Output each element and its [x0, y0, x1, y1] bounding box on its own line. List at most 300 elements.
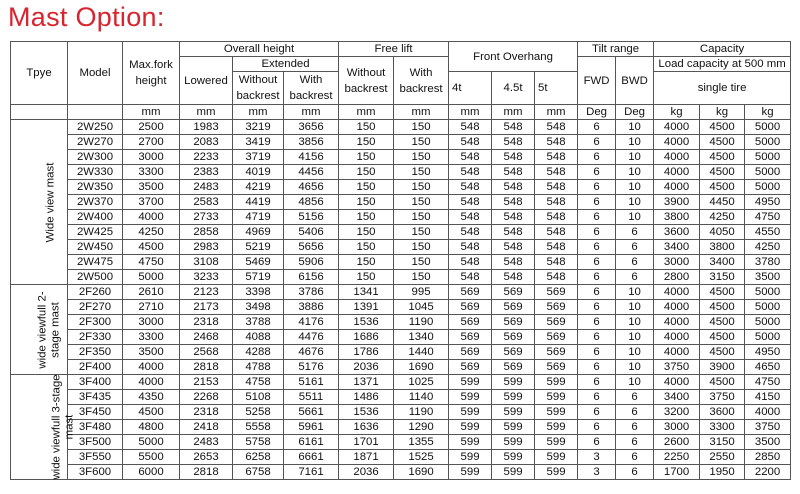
- units-row: [11, 105, 791, 120]
- value-cell: 1025: [394, 375, 449, 390]
- value-cell: 3400: [654, 240, 700, 255]
- value-cell: 2700: [123, 135, 180, 150]
- value-cell: 599: [535, 435, 578, 450]
- value-cell: 4950: [745, 195, 791, 210]
- value-cell: 599: [492, 405, 535, 420]
- value-cell: 548: [492, 135, 535, 150]
- value-cell: 2036: [339, 360, 394, 375]
- value-cell: 569: [449, 360, 492, 375]
- value-cell: 548: [492, 120, 535, 135]
- model-cell: 2F330: [68, 330, 123, 345]
- value-cell: 599: [535, 375, 578, 390]
- value-cell: 599: [492, 390, 535, 405]
- unit-cell: mm: [535, 105, 578, 120]
- value-cell: 6: [578, 210, 616, 225]
- value-cell: 569: [449, 345, 492, 360]
- header-extended: Extended: [233, 57, 339, 72]
- header-capacity: Capacity: [654, 42, 791, 57]
- value-cell: 1440: [394, 345, 449, 360]
- group-type-label: [11, 374, 76, 480]
- value-cell: 3000: [123, 315, 180, 330]
- value-cell: 3398: [233, 285, 284, 300]
- value-cell: 4969: [233, 225, 284, 240]
- value-cell: 2268: [180, 390, 233, 405]
- value-cell: 2250: [654, 450, 700, 465]
- header-load-capacity: Load capacity at 500 mm: [654, 57, 791, 72]
- value-cell: 1701: [339, 435, 394, 450]
- value-cell: 5000: [745, 165, 791, 180]
- value-cell: 1525: [394, 450, 449, 465]
- value-cell: 4000: [123, 210, 180, 225]
- header-without-backrest: Without backrest: [233, 72, 284, 105]
- model-cell: 2W300: [68, 150, 123, 165]
- value-cell: 10: [616, 195, 654, 210]
- value-cell: 4500: [700, 165, 745, 180]
- table-row: [11, 435, 791, 450]
- value-cell: 2983: [180, 240, 233, 255]
- value-cell: 4676: [284, 345, 339, 360]
- table-row: [11, 270, 791, 285]
- value-cell: 1536: [339, 315, 394, 330]
- value-cell: 6: [578, 135, 616, 150]
- value-cell: 2123: [180, 285, 233, 300]
- value-cell: 6: [616, 465, 654, 480]
- value-cell: 4500: [700, 330, 745, 345]
- value-cell: 4656: [284, 180, 339, 195]
- value-cell: 548: [535, 165, 578, 180]
- value-cell: 1700: [654, 465, 700, 480]
- value-cell: 599: [492, 375, 535, 390]
- header-tilt-range: Tilt range: [578, 42, 654, 57]
- value-cell: 6: [578, 330, 616, 345]
- table-row: [11, 210, 791, 225]
- value-cell: 5219: [233, 240, 284, 255]
- value-cell: 3900: [654, 195, 700, 210]
- model-cell: 2W400: [68, 210, 123, 225]
- value-cell: 6: [578, 360, 616, 375]
- value-cell: 5000: [745, 300, 791, 315]
- value-cell: 3200: [654, 405, 700, 420]
- table-row: [11, 390, 791, 405]
- value-cell: 599: [535, 465, 578, 480]
- value-cell: 6: [578, 255, 616, 270]
- model-cell: 2W250: [68, 120, 123, 135]
- value-cell: 2850: [745, 450, 791, 465]
- value-cell: 150: [339, 135, 394, 150]
- value-cell: 6: [616, 225, 654, 240]
- value-cell: 6: [578, 180, 616, 195]
- value-cell: 6: [616, 450, 654, 465]
- value-cell: 4750: [745, 210, 791, 225]
- group-type-line: stage mast: [49, 301, 62, 358]
- value-cell: 3300: [123, 165, 180, 180]
- value-cell: 569: [449, 330, 492, 345]
- header-model: Model: [68, 42, 123, 105]
- value-cell: 4950: [745, 345, 791, 360]
- unit-cell: mm: [284, 105, 339, 120]
- value-cell: 10: [616, 360, 654, 375]
- value-cell: 4788: [233, 360, 284, 375]
- unit-cell: kg: [745, 105, 791, 120]
- value-cell: 6: [578, 150, 616, 165]
- table-row: [11, 120, 791, 135]
- unit-cell: mm: [123, 105, 180, 120]
- value-cell: 3: [578, 465, 616, 480]
- table-body: [11, 120, 791, 480]
- value-cell: 5758: [233, 435, 284, 450]
- value-cell: 4500: [123, 240, 180, 255]
- table-row: [11, 465, 791, 480]
- value-cell: 4750: [123, 255, 180, 270]
- value-cell: 599: [492, 450, 535, 465]
- value-cell: 1690: [394, 465, 449, 480]
- value-cell: 548: [535, 195, 578, 210]
- value-cell: 6: [616, 390, 654, 405]
- value-cell: 599: [492, 420, 535, 435]
- value-cell: 4456: [284, 165, 339, 180]
- header-single-tire: single tire: [654, 72, 791, 105]
- value-cell: 4000: [123, 360, 180, 375]
- value-cell: 3000: [654, 255, 700, 270]
- value-cell: 2733: [180, 210, 233, 225]
- value-cell: 2483: [180, 180, 233, 195]
- value-cell: 10: [616, 285, 654, 300]
- value-cell: 4088: [233, 330, 284, 345]
- value-cell: 1950: [700, 465, 745, 480]
- value-cell: 150: [394, 135, 449, 150]
- value-cell: 599: [449, 465, 492, 480]
- value-cell: 2583: [180, 195, 233, 210]
- model-cell: 2W370: [68, 195, 123, 210]
- value-cell: 2653: [180, 450, 233, 465]
- value-cell: 4250: [700, 210, 745, 225]
- value-cell: 7161: [284, 465, 339, 480]
- value-cell: 150: [339, 150, 394, 165]
- model-cell: 2W425: [68, 225, 123, 240]
- value-cell: 548: [492, 225, 535, 240]
- value-cell: 6: [578, 315, 616, 330]
- table-row: [11, 375, 791, 390]
- value-cell: 1690: [394, 360, 449, 375]
- value-cell: 569: [492, 285, 535, 300]
- value-cell: 599: [535, 450, 578, 465]
- value-cell: 548: [492, 210, 535, 225]
- unit-cell: Deg: [616, 105, 654, 120]
- value-cell: 4219: [233, 180, 284, 195]
- table-row: [11, 405, 791, 420]
- value-cell: 3750: [745, 420, 791, 435]
- value-cell: 1340: [394, 330, 449, 345]
- value-cell: 3600: [654, 225, 700, 240]
- value-cell: 5961: [284, 420, 339, 435]
- value-cell: 6758: [233, 465, 284, 480]
- value-cell: 4500: [700, 135, 745, 150]
- model-cell: 2W330: [68, 165, 123, 180]
- value-cell: 3800: [654, 210, 700, 225]
- value-cell: 4000: [654, 345, 700, 360]
- value-cell: 1871: [339, 450, 394, 465]
- value-cell: 5500: [123, 450, 180, 465]
- value-cell: 569: [492, 360, 535, 375]
- value-cell: 5406: [284, 225, 339, 240]
- value-cell: 4000: [654, 315, 700, 330]
- value-cell: 2036: [339, 465, 394, 480]
- value-cell: 2200: [745, 465, 791, 480]
- value-cell: 10: [616, 330, 654, 345]
- value-cell: 3719: [233, 150, 284, 165]
- value-cell: 4000: [745, 405, 791, 420]
- value-cell: 548: [449, 120, 492, 135]
- unit-blank: [68, 105, 123, 120]
- model-cell: 3F600: [68, 465, 123, 480]
- value-cell: 3500: [123, 180, 180, 195]
- value-cell: 150: [339, 210, 394, 225]
- value-cell: 2083: [180, 135, 233, 150]
- header-with-backrest: With backrest: [284, 72, 339, 105]
- value-cell: 548: [535, 255, 578, 270]
- value-cell: 548: [492, 150, 535, 165]
- value-cell: 4000: [654, 150, 700, 165]
- value-cell: 548: [492, 270, 535, 285]
- value-cell: 3786: [284, 285, 339, 300]
- value-cell: 2318: [180, 405, 233, 420]
- value-cell: 4350: [123, 390, 180, 405]
- value-cell: 548: [449, 195, 492, 210]
- model-cell: 3F480: [68, 420, 123, 435]
- value-cell: 2318: [180, 315, 233, 330]
- header-bwd: BWD: [616, 57, 654, 105]
- value-cell: 4288: [233, 345, 284, 360]
- value-cell: 599: [449, 420, 492, 435]
- value-cell: 3498: [233, 300, 284, 315]
- value-cell: 2173: [180, 300, 233, 315]
- value-cell: 548: [492, 180, 535, 195]
- value-cell: 3: [578, 450, 616, 465]
- value-cell: 5176: [284, 360, 339, 375]
- model-cell: 2F350: [68, 345, 123, 360]
- value-cell: 150: [339, 270, 394, 285]
- model-cell: 3F435: [68, 390, 123, 405]
- value-cell: 150: [394, 225, 449, 240]
- value-cell: 150: [394, 165, 449, 180]
- value-cell: 4250: [123, 225, 180, 240]
- value-cell: 548: [449, 165, 492, 180]
- value-cell: 6: [616, 405, 654, 420]
- group-type-line: mast: [63, 414, 76, 440]
- header-overhang-4t: 4t: [449, 72, 492, 105]
- value-cell: 10: [616, 135, 654, 150]
- value-cell: 1140: [394, 390, 449, 405]
- value-cell: 4000: [654, 330, 700, 345]
- value-cell: 5161: [284, 375, 339, 390]
- value-cell: 3656: [284, 120, 339, 135]
- value-cell: 569: [449, 300, 492, 315]
- value-cell: 569: [492, 300, 535, 315]
- value-cell: 548: [535, 180, 578, 195]
- table-row: [11, 180, 791, 195]
- value-cell: 10: [616, 165, 654, 180]
- value-cell: 2153: [180, 375, 233, 390]
- value-cell: 1786: [339, 345, 394, 360]
- value-cell: 548: [449, 225, 492, 240]
- table-row: [11, 345, 791, 360]
- value-cell: 4500: [700, 150, 745, 165]
- mast-option-table: [10, 41, 791, 480]
- value-cell: 569: [535, 360, 578, 375]
- value-cell: 5906: [284, 255, 339, 270]
- table-row: [11, 285, 791, 300]
- value-cell: 995: [394, 285, 449, 300]
- value-cell: 4000: [654, 165, 700, 180]
- value-cell: 150: [339, 180, 394, 195]
- value-cell: 548: [492, 255, 535, 270]
- value-cell: 150: [339, 225, 394, 240]
- value-cell: 3000: [123, 150, 180, 165]
- value-cell: 3886: [284, 300, 339, 315]
- group-type-text: [51, 374, 77, 479]
- model-cell: 2W450: [68, 240, 123, 255]
- value-cell: 10: [616, 120, 654, 135]
- value-cell: 599: [492, 465, 535, 480]
- table-row: [11, 135, 791, 150]
- value-cell: 4719: [233, 210, 284, 225]
- value-cell: 569: [492, 345, 535, 360]
- value-cell: 6: [578, 375, 616, 390]
- value-cell: 4750: [745, 375, 791, 390]
- value-cell: 548: [449, 210, 492, 225]
- value-cell: 10: [616, 345, 654, 360]
- value-cell: 1290: [394, 420, 449, 435]
- value-cell: 3800: [700, 240, 745, 255]
- value-cell: 6: [578, 165, 616, 180]
- value-cell: 599: [449, 390, 492, 405]
- header-free-lift: Free lift: [339, 42, 449, 57]
- value-cell: 2858: [180, 225, 233, 240]
- value-cell: 10: [616, 300, 654, 315]
- unit-cell: mm: [339, 105, 394, 120]
- value-cell: 6156: [284, 270, 339, 285]
- value-cell: 4176: [284, 315, 339, 330]
- value-cell: 548: [449, 135, 492, 150]
- group-type-text: [37, 291, 63, 368]
- value-cell: 3750: [654, 360, 700, 375]
- value-cell: 6: [578, 300, 616, 315]
- value-cell: 599: [535, 390, 578, 405]
- value-cell: 1190: [394, 405, 449, 420]
- value-cell: 2568: [180, 345, 233, 360]
- value-cell: 5108: [233, 390, 284, 405]
- value-cell: 5000: [745, 285, 791, 300]
- unit-cell: mm: [492, 105, 535, 120]
- unit-cell: kg: [654, 105, 700, 120]
- value-cell: 4450: [700, 195, 745, 210]
- value-cell: 3219: [233, 120, 284, 135]
- model-cell: 3F550: [68, 450, 123, 465]
- model-cell: 2F270: [68, 300, 123, 315]
- model-cell: 3F450: [68, 405, 123, 420]
- value-cell: 150: [394, 150, 449, 165]
- value-cell: 2383: [180, 165, 233, 180]
- group-type-label: [11, 285, 68, 375]
- value-cell: 3400: [700, 255, 745, 270]
- value-cell: 2800: [654, 270, 700, 285]
- value-cell: 2818: [180, 360, 233, 375]
- value-cell: 6: [578, 195, 616, 210]
- value-cell: 3108: [180, 255, 233, 270]
- value-cell: 3500: [745, 270, 791, 285]
- value-cell: 599: [449, 450, 492, 465]
- value-cell: 4500: [700, 315, 745, 330]
- table-row: [11, 255, 791, 270]
- value-cell: 548: [535, 150, 578, 165]
- value-cell: 150: [394, 195, 449, 210]
- value-cell: 4250: [745, 240, 791, 255]
- value-cell: 6: [578, 120, 616, 135]
- unit-cell: mm: [180, 105, 233, 120]
- value-cell: 10: [616, 210, 654, 225]
- value-cell: 1341: [339, 285, 394, 300]
- unit-cell: Deg: [578, 105, 616, 120]
- value-cell: 3233: [180, 270, 233, 285]
- value-cell: 548: [535, 120, 578, 135]
- value-cell: 569: [535, 345, 578, 360]
- value-cell: 4156: [284, 150, 339, 165]
- value-cell: 4500: [700, 375, 745, 390]
- value-cell: 3900: [700, 360, 745, 375]
- value-cell: 569: [449, 315, 492, 330]
- value-cell: 548: [449, 270, 492, 285]
- value-cell: 5000: [745, 315, 791, 330]
- value-cell: 3856: [284, 135, 339, 150]
- value-cell: 6: [616, 420, 654, 435]
- value-cell: 1686: [339, 330, 394, 345]
- value-cell: 150: [339, 195, 394, 210]
- table-row: [11, 315, 791, 330]
- value-cell: 4500: [700, 300, 745, 315]
- value-cell: 6: [578, 270, 616, 285]
- value-cell: 2550: [700, 450, 745, 465]
- value-cell: 569: [535, 330, 578, 345]
- value-cell: 5511: [284, 390, 339, 405]
- value-cell: 150: [394, 240, 449, 255]
- value-cell: 4000: [654, 180, 700, 195]
- group-type-line: Wide view mast: [44, 162, 57, 243]
- value-cell: 6: [578, 405, 616, 420]
- value-cell: 4500: [700, 345, 745, 360]
- value-cell: 5656: [284, 240, 339, 255]
- value-cell: 5000: [123, 435, 180, 450]
- value-cell: 569: [535, 300, 578, 315]
- value-cell: 4050: [700, 225, 745, 240]
- value-cell: 4500: [700, 180, 745, 195]
- header-fl-without-backrest: Without backrest: [339, 57, 394, 105]
- value-cell: 6: [616, 255, 654, 270]
- value-cell: 1355: [394, 435, 449, 450]
- model-cell: 2F400: [68, 360, 123, 375]
- value-cell: 548: [449, 180, 492, 195]
- model-cell: 2W270: [68, 135, 123, 150]
- group-type-label: [11, 120, 68, 285]
- value-cell: 599: [449, 375, 492, 390]
- value-cell: 548: [535, 210, 578, 225]
- value-cell: 3500: [745, 435, 791, 450]
- header-type: Tpye: [11, 42, 68, 105]
- value-cell: 569: [492, 315, 535, 330]
- header-fwd: FWD: [578, 57, 616, 105]
- value-cell: 3300: [700, 420, 745, 435]
- value-cell: 5719: [233, 270, 284, 285]
- value-cell: 6: [578, 285, 616, 300]
